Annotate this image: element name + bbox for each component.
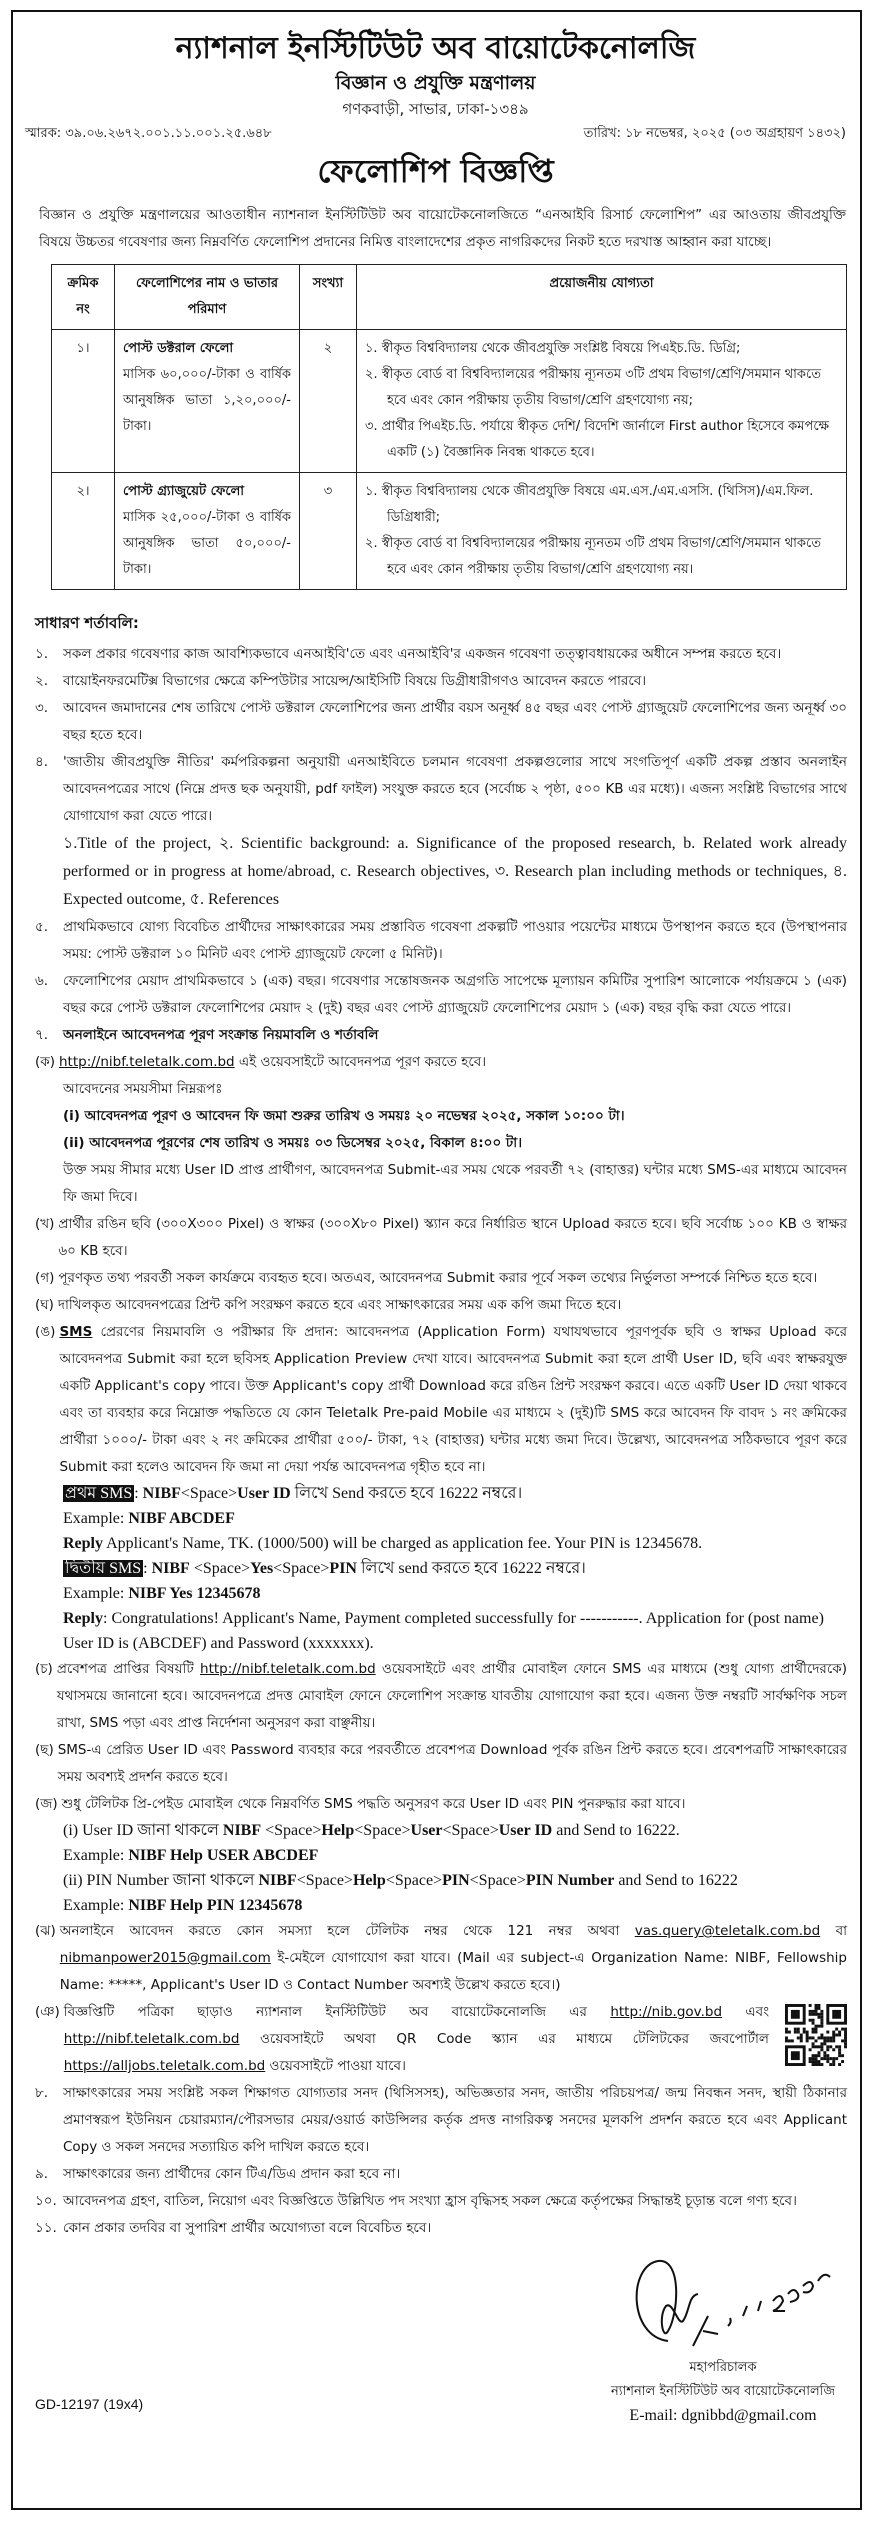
text: (ii) আবেদনপত্র পূরণের শেষ তারিখ ও সময়ঃ ০৩ ডিসেম্বর ২০২৫, বিকাল ৪:০০ টা।	[63, 1135, 523, 1151]
condition-item	[35, 1103, 847, 1130]
item-number: (জ)	[35, 1796, 58, 1812]
col-name: ফেলোশিপের নাম ও ভাতার পরিমাণ	[115, 265, 300, 330]
link[interactable]: http://nibf.teletalk.com.bd	[58, 1054, 235, 1070]
signatory-email[interactable]: E-mail: dgnibbd@gmail.com	[629, 2407, 817, 2424]
sms-instruction	[35, 1581, 847, 1606]
text: :	[143, 1560, 152, 1577]
item-text	[60, 1918, 847, 1999]
gd-number: GD-12197 (19x4)	[35, 2396, 144, 2412]
text: :	[134, 1485, 143, 1502]
item-text	[64, 1999, 847, 2080]
text: আবেদনপত্র গ্রহণ, বাতিল, নিয়োগ এবং বিজ্ঞপ্তিতে উল্লিখিত পদ সংখ্যা হ্রাস বৃদ্ধিসহ সকল ক্ষেত্রে কর্তৃপক্ষের সিদ্ধান্তই চূড়ান্ত বলে গণ্য হবে।	[63, 2193, 797, 2209]
address: গণকবাড়ী, সাভার, ঢাকা-১৩৪৯	[342, 100, 529, 118]
signatory-institute: ন্যাশনাল ইনস্টিটিউট অব বায়োটেকনোলজি	[611, 2384, 835, 2399]
text: (i) User ID জানা থাকলে	[63, 1822, 223, 1839]
item-number: ৮.	[35, 2085, 49, 2101]
condition-item	[35, 914, 847, 968]
text: ই-মেইলে যোগাযোগ করা যাবে। (Mail এর subject-এ Organization Name: NIBF, Fellowship Name: *****, Applicant's User ID ও Contact Number অবশ্যই উল্লেখ করতে হবে।)	[59, 1950, 847, 1993]
link[interactable]: SMS	[59, 1324, 93, 1340]
item-text	[58, 1292, 847, 1319]
text: PIN	[329, 1560, 357, 1577]
text: PIN	[442, 1872, 470, 1889]
qualification-item: ২. স্বীকৃত বোর্ড বা বিশ্ববিদ্যালয়ের পরীক্ষায় ন্যূনতম ৩টি প্রথম বিভাগ/শ্রেণি/সমমান থাকতে হবে এবং কোন পরীক্ষায় তৃতীয় বিভাগ/শ্রেণি গ্রহণযোগ্য নয়।	[365, 536, 821, 577]
text: <Space>	[273, 1560, 330, 1577]
text: Yes	[250, 1560, 274, 1577]
text: এই ওয়েবসাইটে আবেদনপত্র পূরণ করতে হবে।	[234, 1054, 487, 1070]
fellowship-allowance: মাসিক ৬০,০০০/-টাকা ও বার্ষিক আনুষঙ্গিক ভাতা ১,২০,০০০/- টাকা।	[123, 367, 291, 434]
text: <Space>	[385, 1872, 443, 1889]
condition-item	[35, 1737, 847, 1791]
text: সকল প্রকার গবেষণার কাজ আবশ্যিকভাবে এনআইবি'তে এবং এনআইবি'র একজন গবেষণা তত্ত্বাবধায়কের অধীনে সম্পন্ন করতে হবে।	[63, 646, 782, 662]
item-text	[63, 2080, 847, 2161]
text: <Space>	[189, 1560, 251, 1577]
text: Reply	[63, 1610, 103, 1627]
text: NIBF Help USER ABCDEF	[128, 1847, 319, 1864]
fellowship-cell	[115, 473, 300, 590]
item-number: (ছ)	[35, 1742, 54, 1758]
sms-instruction	[35, 1481, 847, 1506]
qualification-item: ১. স্বীকৃত বিশ্ববিদ্যালয় থেকে জীবপ্রযুক্তি সংশ্লিষ্ট বিষয়ে পিএইচ.ডি. ডিগ্রি;	[365, 341, 741, 356]
link[interactable]: vas.query@teletalk.com.bd	[634, 1923, 821, 1939]
qualification-item: ১. স্বীকৃত বিশ্ববিদ্যালয় থেকে জীবপ্রযুক্তি বিষয়ে এম.এস./এম.এসসি. (থিসিস)/এম.ফিল. ডিগ্রিধারী;	[365, 484, 814, 525]
sms-instruction	[35, 1506, 847, 1531]
text: এবং	[722, 2004, 769, 2020]
item-number: (গ)	[35, 1270, 55, 1286]
text: লিখে Send করতে হবে 16222 নম্বরে।	[290, 1485, 523, 1502]
qualification-cell	[357, 330, 847, 473]
sms-instruction	[35, 1893, 847, 1918]
item-text	[57, 1656, 847, 1737]
text: <Space>	[354, 1822, 411, 1839]
condition-item	[35, 2215, 847, 2242]
notice-date: তারিখ: ১৮ নভেম্বর, ২০২৫ (০৩ অগ্রহায়ণ ১৪৩২)	[583, 126, 846, 141]
text: User ID	[498, 1822, 553, 1839]
item-text	[63, 968, 847, 1022]
text: Example:	[63, 1847, 129, 1864]
signature	[608, 2256, 838, 2356]
text: প্রবেশপত্র প্রাপ্তির বিষয়টি	[56, 1661, 201, 1677]
text: প্রার্থীর রঙিন ছবি (৩০০X৩০০ Pixel) ও স্বাক্ষর (৩০০X৮০ Pixel) স্ক্যান করে নির্ধারিত স্থানে Upload করতে হবে। ছবি সর্বোচ্চ ১০০ KB ও স্বাক্ষর ৬০ KB হবে।	[58, 1216, 847, 1259]
item-number: ১.	[35, 646, 49, 662]
item-text	[58, 1211, 847, 1265]
text: and Send to 16222.	[552, 1822, 680, 1839]
table-header-row	[52, 265, 847, 330]
condition-item	[35, 749, 847, 830]
link[interactable]: http://nibf.teletalk.com.bd	[200, 1661, 376, 1677]
table-row	[52, 330, 847, 473]
condition-item	[35, 1157, 847, 1211]
text: Help	[321, 1822, 355, 1839]
qr-code-icon[interactable]	[785, 1999, 847, 2071]
fellowship-table	[51, 264, 847, 590]
item-text	[63, 641, 847, 668]
serial-cell: ১।	[52, 330, 115, 473]
item-number: ৭.	[35, 1027, 49, 1043]
page-title: ফেলোশিপ বিজ্ঞপ্তি	[317, 152, 554, 190]
text: ফেলোশিপের মেয়াদ প্রাথমিকভাবে ১ (এক) বছর। গবেষণার সন্তোষজনক অগ্রগতি সাপেক্ষে মূল্যায়ন কমিটির সুপারিশ আলোকে পর্যায়ক্রমে ১ (এক) বছর করে পোস্ট ডক্টরাল ফেলোশিপের মেয়াদ ২ (দুই) বছর এবং পোস্ট গ্র্যাজুয়েট ফেলোশিপের মেয়াদ ১ (এক) বছর বৃদ্ধি করা যেতে পারে।	[63, 973, 847, 1016]
link[interactable]: https://alljobs.teletalk.com.bd	[63, 2058, 266, 2074]
text: সাক্ষাৎকারের সময় সংশ্লিষ্ট সকল শিক্ষাগত যোগ্যতার সনদ (থিসিসসহ), অভিজ্ঞতার সনদ, জাতীয় পরিচয়পত্র/ জন্ম নিবন্ধন সনদ, স্থায়ী ঠিকানার প্রমাণস্বরূপ ইউনিয়ন চেয়ারম্যান/পৌরসভার মেয়র/ওয়ার্ড কাউন্সিলর কর্তৃক প্রদত্ত নাগরিকত্ব সনদের মূলকপি প্রদর্শন করতে হবে এবং Applicant Copy ও সকল সনদের সত্যায়িত কপি দাখিল করতে হবে।	[63, 2085, 847, 2155]
text: Help	[352, 1872, 386, 1889]
sms-instruction	[35, 1606, 847, 1656]
fellowship-cell	[115, 330, 300, 473]
condition-item	[35, 1130, 847, 1157]
condition-item	[35, 641, 847, 668]
text: Example:	[63, 1510, 129, 1527]
text: অনলাইনে আবেদনপত্র পূরণ সংক্রান্ত নিয়মাবলি ও শর্তাবলি	[63, 1027, 379, 1043]
item-number: ১১.	[35, 2220, 57, 2236]
condition-item	[35, 1292, 847, 1319]
text: Reply	[63, 1535, 103, 1552]
text: <Space>	[469, 1872, 526, 1889]
condition-item	[35, 1656, 847, 1737]
signatory-block	[608, 2256, 838, 2428]
text: User	[410, 1822, 443, 1839]
text: NIBF Yes 12345678	[128, 1585, 261, 1602]
text: Example:	[63, 1585, 129, 1602]
table-row	[52, 473, 847, 590]
sms-instruction	[35, 1843, 847, 1868]
qualification-item: ২. স্বীকৃত বোর্ড বা বিশ্ববিদ্যালয়ের পরীক্ষায় ন্যূনতম ৩টি প্রথম বিভাগ/শ্রেণি/সমমান থাকতে হবে এবং কোন পরীক্ষায় তৃতীয় বিভাগ/শ্রেণি গ্রহণযোগ্য নয়;	[365, 367, 821, 408]
conditions-heading: সাধারণ শর্তাবলি:	[35, 614, 139, 632]
text: আবেদন জমাদানের শেষ তারিখে পোস্ট ডক্টরাল ফেলোশিপের জন্য প্রার্থীর বয়স অনূর্ধ্ব ৪৫ বছর এবং পোস্ট গ্র্যাজুয়েট ফেলোশিপের জন্য অনূর্ধ্ব ৩০ বছর হতে হবে।	[63, 700, 847, 743]
sms-instruction	[35, 1818, 847, 1843]
item-text	[58, 1265, 847, 1292]
item-number: (খ)	[35, 1216, 55, 1232]
condition-item	[35, 1022, 847, 1049]
text: <Space>	[296, 1872, 353, 1889]
general-conditions	[35, 610, 847, 2242]
text: PIN Number	[525, 1872, 615, 1889]
text: NIBF ABCDEF	[128, 1510, 235, 1527]
condition-item	[35, 1319, 847, 1481]
item-number: (ক)	[35, 1054, 55, 1070]
qualification-item: ৩. প্রার্থীর পিএইচ.ডি. পর্যায়ে স্বীকৃত দেশি/ বিদেশি জার্নালে First author হিসেবে কমপক্ষে একটি (১) বৈজ্ঞানিক নিবন্ধ থাকতে হবে।	[365, 419, 830, 460]
sms-instruction	[35, 1556, 847, 1581]
condition-item	[35, 2080, 847, 2161]
item-text	[63, 2215, 847, 2242]
footer-area	[25, 2256, 846, 2428]
text: 'জাতীয় জীবপ্রযুক্তি নীতির' কর্মপরিকল্পনা অনুযায়ী এনআইবিতে চলমান গবেষণা প্রকল্পগুলোর সাথে সংগতিপূর্ণ একটি প্রকল্প প্রস্তাব অনলাইন আবেদনপত্রের সাথে (নিম্নে প্রদত্ত ছক অনুযায়ী, pdf ফাইল) সংযুক্ত করতে হবে (সর্বোচ্চ ২ পৃষ্ঠা, ৫০০ KB এর মধ্যে)। এজন্য সংশ্লিষ্ট বিভাগের সাথে যোগাযোগ করা যেতে পারে।	[63, 754, 847, 824]
intro-paragraph: বিজ্ঞান ও প্রযুক্তি মন্ত্রণালয়ের আওতাধীন ন্যাশনাল ইনস্টিটিউট অব বায়োটেকনোলজিতে “এনআইবি রিসার্চ ফেলোশিপ” এর আওতায় জীবপ্রযুক্তি বিষয়ে উচ্চতর গবেষণার জন্য নিম্নবর্ণিত ফেলোশিপ প্রদানের নিমিত্ত বাংলাদেশের প্রকৃত নাগরিকদের নিকট হতে দরখাস্ত আহ্বান করা যাচ্ছে।	[39, 207, 846, 250]
text: and Send to 16222	[614, 1872, 738, 1889]
condition-item	[35, 668, 847, 695]
item-number: (চ)	[35, 1661, 53, 1677]
reference-line	[25, 124, 846, 144]
condition-item	[35, 1918, 847, 1999]
count-cell: ২	[300, 330, 357, 473]
condition-item	[35, 1791, 847, 1818]
sms-label: দ্বিতীয় SMS	[65, 1560, 142, 1577]
text: ১.Title of the project, ২. Scientific background: a. Significance of the proposed research, b. Related work already performed or in progress at home/abroad, c. Research objectives, ৩. Research plan including methods or techniques, ৪. Expected outcome, ৫. References	[63, 835, 847, 908]
item-number: ২.	[35, 673, 49, 689]
text: SMS-এ প্রেরিত User ID এবং Password ব্যবহার করে পরবর্তীতে প্রবেশপত্র Download পূর্বক রঙিন প্রিন্ট করতে হবে। প্রবেশপত্রটি সাক্ষাৎকারের সময় অবশ্যই প্রদর্শন করতে হবে।	[57, 1742, 847, 1785]
institute-name: ন্যাশনাল ইনস্টিটিউট অব বায়োটেকনোলজি	[175, 31, 696, 66]
item-number: (ঝ)	[35, 1923, 56, 1939]
memo-number: স্মারক: ৩৯.০৬.২৬৭২.০০১.১১.০০১.২৫.৬৪৮	[25, 126, 272, 141]
item-number: ৬.	[35, 973, 49, 989]
item-text	[63, 1022, 847, 1049]
text: লিখে send করতে হবে 16222 নম্বরে।	[356, 1560, 586, 1577]
text: <Space>	[261, 1822, 322, 1839]
sms-instruction	[35, 1868, 847, 1893]
condition-item	[35, 968, 847, 1022]
col-qualification: প্রয়োজনীয় যোগ্যতা	[357, 265, 847, 330]
text: <Space>	[180, 1485, 238, 1502]
condition-item	[35, 1999, 847, 2080]
text: NIBF Help PIN 12345678	[128, 1897, 303, 1914]
condition-item	[35, 2188, 847, 2215]
text: (i) আবেদনপত্র পূরণ ও আবেদন ফি জমা শুরুর তারিখ ও সময়ঃ ২০ নভেম্বর ২০২৫, সকাল ১০:০০ টা।	[63, 1108, 625, 1124]
item-text	[63, 749, 847, 830]
item-text	[58, 1737, 847, 1791]
text: বায়োইনফরমেটিক্স বিভাগের ক্ষেত্রে কম্পিউটার সায়েন্স/আইসিটি বিষয়ে ডিগ্রীধারীগণও আবেদন করতে পারবে।	[63, 673, 647, 689]
text: NIBF	[142, 1485, 181, 1502]
item-number: (ঘ)	[35, 1297, 54, 1313]
document-border	[11, 10, 862, 2510]
text: বিজ্ঞপ্তিটি পত্রিকা ছাড়াও ন্যাশনাল ইনস্টিটিউট অব বায়োটেকনোলজি এর	[63, 2004, 611, 2020]
text: <Space>	[442, 1822, 499, 1839]
text: NIBF	[258, 1872, 297, 1889]
condition-item	[35, 1049, 847, 1076]
serial-cell: ২।	[52, 473, 115, 590]
text: ওয়েবসাইটে এবং প্রার্থীর মোবাইল ফোনে SMS এর মাধ্যমে (শুধু যোগ্য প্রার্থীদেরকে) যথাসময়ে জানানো হবে। আবেদনপত্রে প্রদত্ত মোবাইল ফোনে ফেলোশিপ সংক্রান্ত যাবতীয় যোগাযোগ করা হবে। এজন্য উক্ত নম্বরটি সার্বক্ষণিক সচল রাখা, SMS পড়া এবং প্রাপ্ত নির্দেশনা অনুসরণ করা বাঞ্ছনীয়।	[56, 1661, 847, 1731]
item-number: ১০.	[35, 2193, 57, 2209]
item-text	[63, 2188, 847, 2215]
text: বা	[820, 1923, 847, 1939]
item-number: ৫.	[35, 919, 49, 935]
condition-item	[35, 830, 847, 914]
item-text	[62, 1791, 847, 1818]
col-serial: ক্রমিক নং	[52, 265, 115, 330]
text: User ID	[237, 1485, 291, 1502]
text: উক্ত সময় সীমার মধ্যে User ID প্রাপ্ত প্রার্থীগণ, আবেদনপত্র Submit-এর সময় থেকে পরবর্তী ৭২ (বাহাত্তর) ঘন্টার মধ্যে SMS-এর মাধ্যমে আবেদন ফি জমা দিবে।	[63, 1162, 847, 1205]
text: আবেদনের সময়সীমা নিম্নরূপঃ	[63, 1081, 223, 1097]
item-text	[63, 2161, 847, 2188]
condition-item	[35, 1076, 847, 1103]
item-number: (ঙ)	[35, 1324, 56, 1340]
text: Applicant's Name, TK. (1000/500) will be charged as application fee. Your PIN is 12345678.	[103, 1535, 703, 1552]
text: NIBF	[151, 1560, 190, 1577]
link[interactable]: http://nib.gov.bd	[610, 2004, 723, 2020]
col-count: সংখ্যা	[300, 265, 357, 330]
text: Example:	[63, 1897, 129, 1914]
condition-item	[35, 1265, 847, 1292]
link[interactable]: http://nibf.teletalk.com.bd	[63, 2031, 240, 2047]
item-text	[63, 695, 847, 749]
fellowship-name: পোস্ট গ্র্যাজুয়েট ফেলো	[123, 484, 245, 499]
designation: মহাপরিচালক	[689, 2360, 757, 2375]
text: দাখিলকৃত আবেদনপত্রের প্রিন্ট কপি সংরক্ষণ করতে হবে এবং সাক্ষাৎকারের সময় এক কপি জমা দিতে হবে।	[57, 1297, 622, 1313]
text: প্রেরণের নিয়মাবলি ও পরীক্ষার ফি প্রদান: আবেদনপত্র (Application Form) যথাযথভাবে পূরণপূর্বক ছবি ও স্বাক্ষর Upload করে আবেদনপত্র Submit করা হলে ছবিসহ Application Preview দেখা যাবে। আবেদনপত্র Submit করা হলে প্রার্থী User ID, ছবি এবং স্বাক্ষরযুক্ত একটি Applicant's copy পাবে। উক্ত Applicant's copy প্রার্থী Download করে রঙিন প্রিন্ট সংরক্ষণ করবে। এতে একটি User ID দেয়া থাকবে এবং তা ব্যবহার করে নিম্নোক্ত পদ্ধতিতে যে কোন Teletalk Pre-paid Mobile এর মাধ্যমে ২ (দুই)টি SMS করে আবেদন ফি বাবদ ১ নং ক্রমিকের প্রার্থীরা ১০০০/- টাকা এবং ২ নং ক্রমিকের প্রার্থীরা ৫০০/- টাকা, ৭২ (বাহাত্তর) ঘন্টার মধ্যে জমা দিবে। উল্লেখ্য, আবেদনপত্র সঠিকভাবে পূরণ করে Submit করা হলেও আবেদন ফি জমা না দেয়া পর্যন্ত আবেদনপত্র গৃহীত হবে না।	[59, 1324, 847, 1475]
qualification-cell	[357, 473, 847, 590]
text: প্রাথমিকভাবে যোগ্য বিবেচিত প্রার্থীদের সাক্ষাৎকারের সময় প্রস্তাবিত গবেষণা প্রকল্পটি পাওয়ার পয়েন্টের মাধ্যমে উপস্থাপন করতে হবে (উপস্থাপনার সময়: পোস্ট ডক্টরাল ১০ মিনিট এবং পোস্ট গ্র্যাজুয়েট ফেলো ৫ মিনিট)।	[63, 919, 847, 962]
item-number: ৩.	[35, 700, 49, 716]
item-text	[59, 1049, 847, 1076]
condition-item	[35, 2161, 847, 2188]
text: NIBF	[222, 1822, 262, 1839]
ministry-name: বিজ্ঞান ও প্রযুক্তি মন্ত্রণালয়	[335, 72, 536, 94]
text: ওয়েবসাইটে পাওয়া যাবে।	[265, 2058, 406, 2074]
text: শুধু টেলিটক প্রি-পেইড মোবাইল থেকে নিম্নবর্ণিত SMS পদ্ধতি অনুসরণ করে User ID এবং PIN পুনরুদ্ধার করা যাবে।	[61, 1796, 686, 1812]
sms-instruction	[35, 1531, 847, 1556]
text: কোন প্রকার তদবির বা সুপারিশ প্রার্থীর অযোগ্যতা বলে বিবেচিত হবে।	[63, 2220, 432, 2236]
count-cell: ৩	[300, 473, 357, 590]
text: অনলাইনে আবেদন করতে কোন সমস্যা হলে টেলিটক নম্বর থেকে 121 নম্বর অথবা	[59, 1923, 635, 1939]
item-number: ৯.	[35, 2166, 49, 2182]
link[interactable]: nibmanpower2015@gmail.com	[59, 1950, 271, 1966]
fellowship-name: পোস্ট ডক্টরাল ফেলো	[123, 341, 234, 356]
text: ওয়েবসাইটে অথবা QR Code স্ক্যান এর মাধ্যমে টেলিটকের জবপোর্টাল	[239, 2031, 769, 2047]
item-number: ৪.	[35, 754, 49, 770]
sms-label: প্রথম SMS	[65, 1485, 133, 1502]
text: : Congratulations! Applicant's Name, Payment completed successfully for -----------. Application for (post name) User ID is (ABCDEF) and Password (xxxxxxx).	[63, 1610, 824, 1652]
text: সাক্ষাৎকারের জন্য প্রার্থীদের কোন টিএ/ডিএ প্রদান করা হবে না।	[63, 2166, 401, 2182]
fellowship-allowance: মাসিক ২৫,০০০/-টাকা ও বার্ষিক আনুষঙ্গিক ভাতা ৫০,০০০/-টাকা।	[123, 510, 291, 577]
condition-item	[35, 1211, 847, 1265]
item-number: (ঞ)	[35, 2004, 60, 2020]
item-text	[59, 1319, 847, 1481]
item-text	[63, 668, 847, 695]
text: (ii) PIN Number জানা থাকলে	[63, 1872, 259, 1889]
condition-item	[35, 695, 847, 749]
item-text	[63, 914, 847, 968]
text: পূরণকৃত তথ্য পরবর্তী সকল কার্যক্রমে ব্যবহৃত হবে। অতএব, আবেদনপত্র Submit করার পূর্বে সকল তথ্যের নির্ভুলতা সম্পর্কে নিশ্চিত হতে হবে।	[58, 1270, 818, 1286]
